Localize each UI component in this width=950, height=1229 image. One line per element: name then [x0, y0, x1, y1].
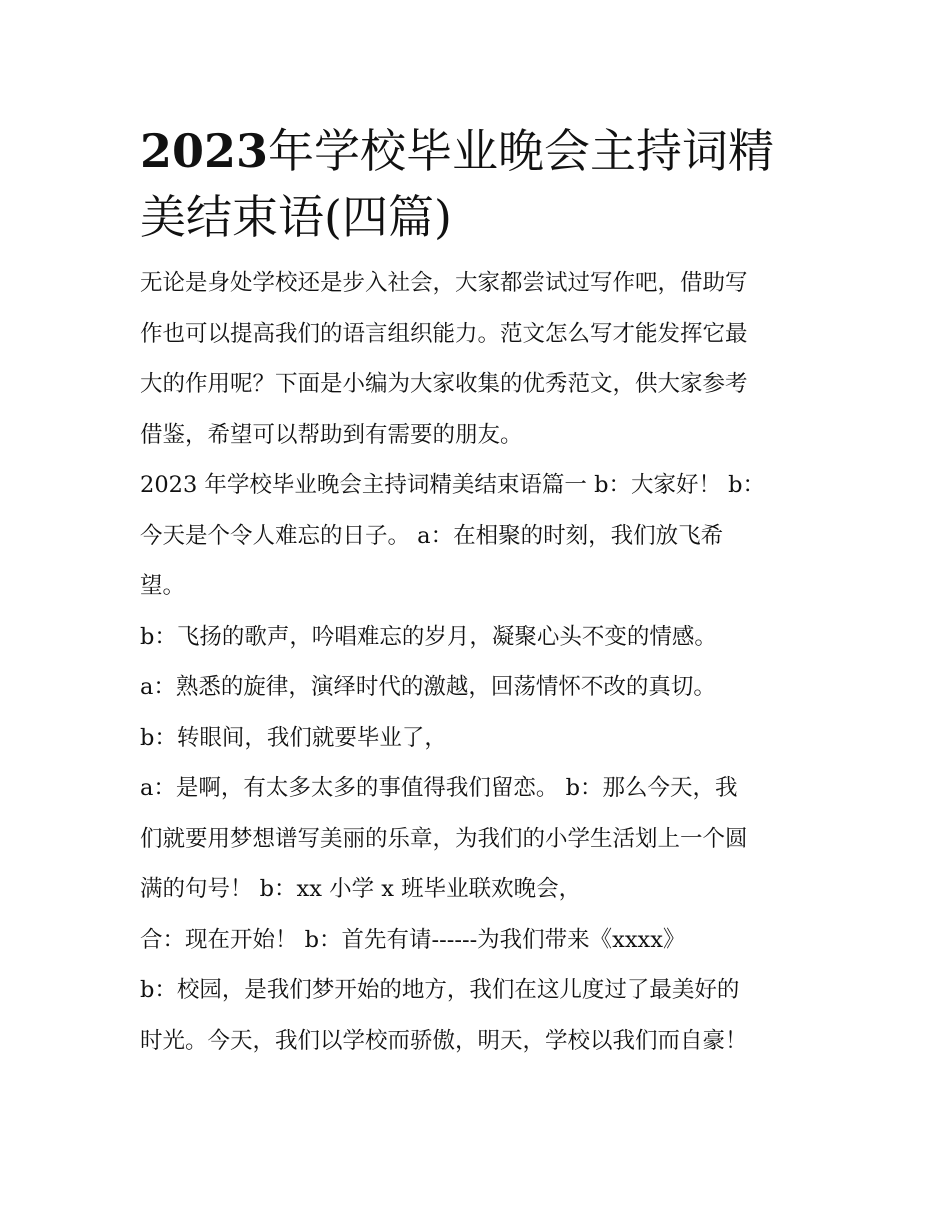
text-line: b：转眼间，我们就要毕业了，	[140, 724, 447, 751]
paragraph-intro	[140, 258, 812, 460]
text-line: 时光。今天，我们以学校而骄傲，明天，学校以我们而自豪！	[140, 1027, 748, 1054]
text-line: 今天是个令人难忘的日子。 a：在相聚的时刻，我们放飞希	[140, 522, 724, 549]
text-line: 合：现在开始！ b：首先有请------为我们带来《xxxx》	[140, 926, 686, 953]
document-body	[140, 258, 812, 1066]
text-line: 无论是身处学校还是步入社会，大家都尝试过写作吧，借助写	[140, 270, 748, 296]
paragraph-dialogue	[140, 713, 812, 764]
text-line: 2023 年学校毕业晚会主持词精美结束语篇一 b：大家好！ b：	[140, 472, 766, 498]
paragraph-section-one-start	[140, 460, 812, 612]
title-line-1	[140, 118, 812, 184]
paragraph-dialogue	[140, 763, 812, 915]
paragraph-dialogue	[140, 662, 812, 713]
title-line-1-text: 年学校毕业晚会主持词精	[268, 124, 775, 178]
text-line: 们就要用梦想谱写美丽的乐章，为我们的小学生活划上一个圆	[140, 825, 748, 852]
document-title	[140, 118, 812, 250]
text-line: 作也可以提高我们的语言组织能力。范文怎么写才能发挥它最	[140, 320, 748, 347]
text-line: 满的句号！ b：xx 小学 x 班毕业联欢晚会，	[140, 876, 582, 902]
paragraph-dialogue	[140, 965, 812, 1066]
text-line: b：飞扬的歌声，吟唱难忘的岁月，凝聚心头不变的情感。	[140, 623, 717, 650]
title-year: 2023	[140, 124, 269, 178]
paragraph-dialogue	[140, 915, 812, 966]
text-line: a：熟悉的旋律，演绎时代的激越，回荡情怀不改的真切。	[140, 674, 716, 700]
text-line: a：是啊，有太多太多的事值得我们留恋。 b：那么今天，我	[140, 775, 738, 801]
title-line-2: 美结束语(四篇)	[140, 190, 452, 244]
text-line: 借鉴，希望可以帮助到有需要的朋友。	[140, 421, 523, 448]
text-line: 望。	[140, 573, 186, 599]
text-line: b：校园，是我们梦开始的地方，我们在这儿度过了最美好的	[140, 977, 740, 1003]
document-page	[140, 118, 812, 1066]
text-line: 大的作用呢？下面是小编为大家收集的优秀范文，供大家参考	[140, 371, 748, 397]
paragraph-dialogue	[140, 612, 812, 663]
